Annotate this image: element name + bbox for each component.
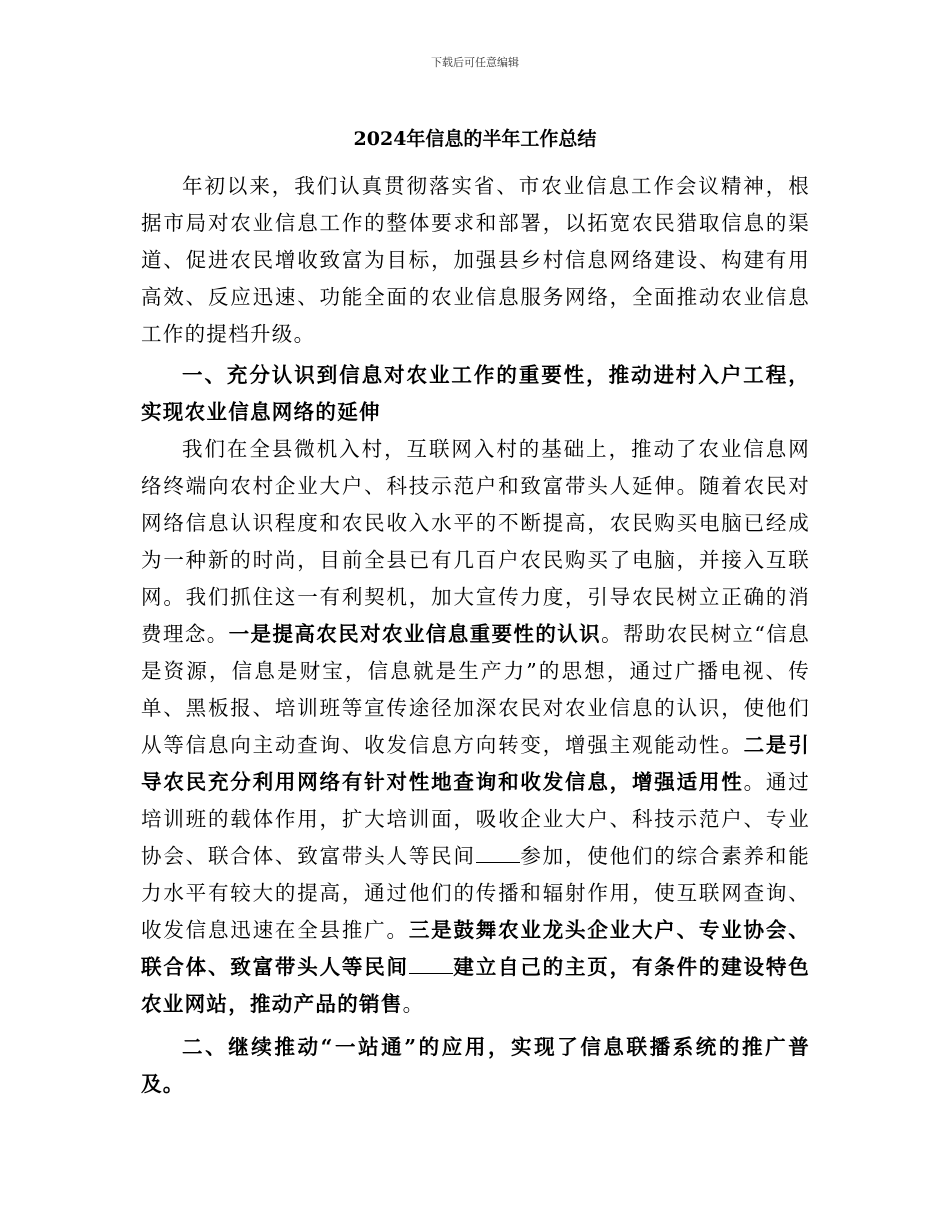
point-2-bold: 二是引导农民充分利用网络有针对性地查询和收发信息，增强适用性: [141, 733, 810, 794]
section-1-text-3a: 。通过培训班的载体作用，扩大培训面，吸收企业大户、科技示范户、专业协会、联合体、致富带头人等民间: [141, 770, 810, 868]
document-title: 2024年信息的半年工作总结: [353, 128, 597, 150]
section-1-text-1: 我们在全县微机入村，互联网入村的基础上，推动了农业信息网络终端向农村企业大户、科技示范户和致富带头人延伸。随着农民对网络信息认识程度和农民收入水平的不断提高，农民购买电脑已经成为一种新的时尚，目前全县已有几百户农民购买了电脑，并接入互联网。我们抓住这一有利契机，加大宣传力度，引导农民树立正确的消费理念。: [141, 437, 810, 646]
section-1-text-2: 。帮助农民树立“信息是资源，信息是财宝，信息就是生产力”的思想，通过广播电视、传单、黑板报、培训班等宣传途径加深农民对农业信息的认识，使他们从等信息向主动查询、收发信息方向转变，增强主观能动性。: [141, 622, 811, 757]
point-3-bold-a: 三是鼓舞农业龙头企业大户、专业协会、联合体、致富带头人等民间: [141, 918, 810, 979]
blank-line-1: [476, 842, 520, 864]
document-body: [141, 168, 810, 1103]
section-1-text-4: 。: [402, 992, 425, 1016]
section-1-heading: 一、充分认识到信息对农业工作的重要性，推动进村入户工程，实现农业信息网络的延伸: [141, 363, 810, 424]
point-3-bold-b: 建立自己的主页，有条件的建设特色农业网站，推动产品的销售: [141, 955, 810, 1016]
header-note: 下载后可任意编辑: [431, 56, 519, 69]
point-1-bold: 一是提高农民对农业信息重要性的认识: [228, 622, 602, 646]
blank-line-2: [409, 953, 453, 975]
section-2-heading: 二、继续推动“一站通”的应用，实现了信息联播系统的推广普及。: [141, 1035, 810, 1096]
section-1-paragraph: [141, 431, 810, 1023]
section-1-text-3b: 参加，使他们的综合素养和能力水平有较大的提高，通过他们的传播和辐射作用，使互联网查询、收发信息迅速在全县推广。: [141, 844, 811, 942]
intro-paragraph: 年初以来，我们认真贯彻落实省、市农业信息工作会议精神，根据市局对农业信息工作的整体要求和部署，以拓宽农民猎取信息的渠道、促进农民增收致富为目标，加强县乡村信息网络建设、构建有用高效、反应迅速、功能全面的农业信息服务网络，全面推动农业信息工作的提档升级。: [141, 174, 810, 346]
